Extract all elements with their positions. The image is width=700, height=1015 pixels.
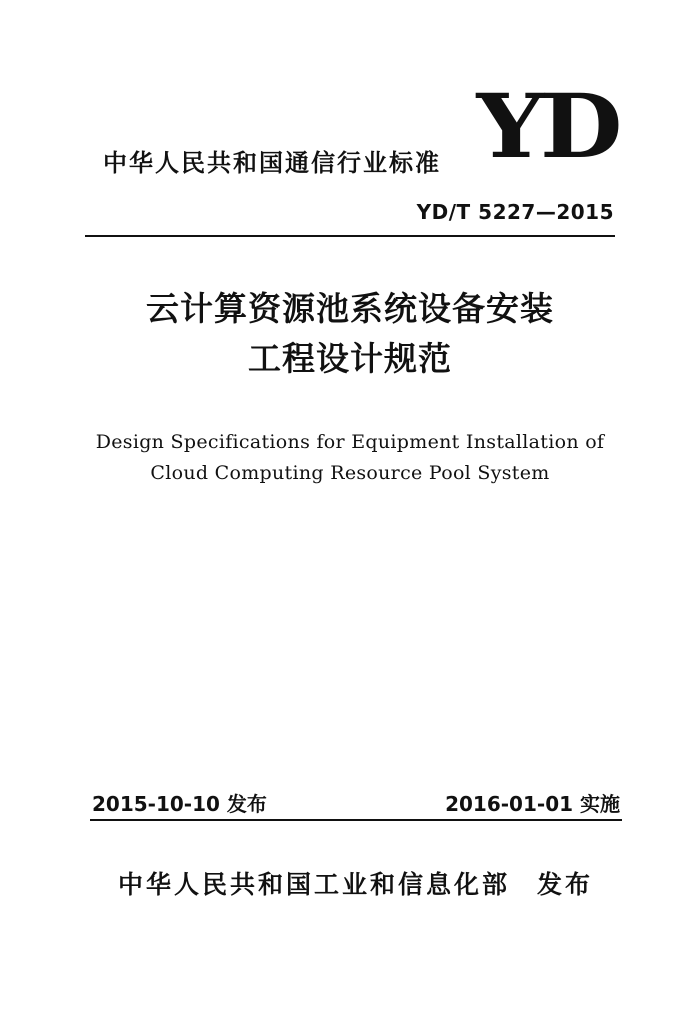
publisher-name: 中华人民共和国工业和信息化部: [118, 870, 511, 899]
implementation-date: 2016-01-01 实施: [445, 792, 620, 816]
chinese-title-line-2: 工程设计规范: [248, 339, 452, 378]
issuer-heading: 中华人民共和国通信行业标准: [103, 149, 441, 177]
publish-label: 发布: [537, 870, 594, 899]
english-title-line-1: Design Specifications for Equipment Installation of: [95, 431, 605, 453]
chinese-title-line-1: 云计算资源池系统设备安装: [146, 289, 554, 328]
bottom-divider: [90, 819, 622, 821]
issue-date: 2015-10-10 发布: [92, 792, 267, 816]
yd-logo: YD: [476, 74, 618, 178]
standard-code: YD/T 5227—2015: [416, 200, 614, 224]
top-divider: [85, 235, 615, 237]
english-title-line-2: Cloud Computing Resource Pool System: [150, 462, 550, 484]
